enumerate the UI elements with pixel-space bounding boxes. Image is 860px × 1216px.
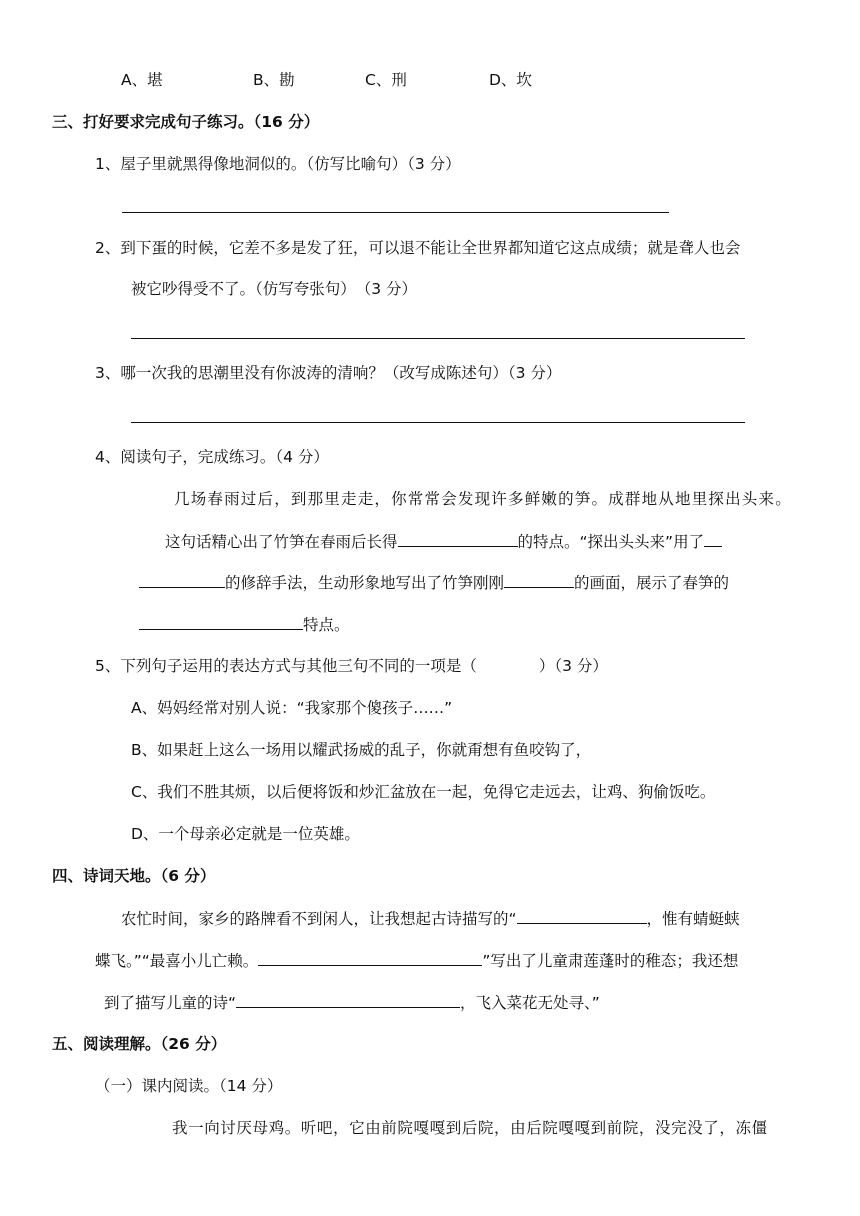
question-4-line2: [139, 572, 729, 593]
poem-line1-text-a: 农忙时间，家乡的路牌看不到闲人，让我想起古诗描写的“: [121, 910, 517, 928]
section5-sub1: （一）课内阅读。（14 分）: [95, 1077, 283, 1095]
blank-q4-1[interactable]: [398, 531, 518, 547]
poem-line3: [104, 992, 600, 1013]
poem-line1: [121, 908, 740, 929]
question-5: 5、下列句子运用的表达方式与其他三句不同的一项是（ ）（3 分）: [95, 657, 608, 675]
question-4-line3: [139, 614, 350, 635]
blank-poem-3[interactable]: [236, 992, 460, 1008]
choice-b: B、勘: [253, 71, 295, 89]
option-c[interactable]: C、我们不胜其烦，以后便将饭和炒汇盆放在一起，免得它走远去，让鸡、狗偷饭吃。: [131, 783, 716, 801]
poem-line1-text-b: ，惟有蜻蜓蛱: [646, 910, 740, 928]
question-2-line2: 被它吵得受不了。（仿写夸张句） （3 分）: [131, 280, 418, 298]
blank-poem-2[interactable]: [258, 950, 482, 966]
blank-poem-1[interactable]: [517, 908, 647, 924]
choice-d: D、坎: [489, 71, 532, 89]
question-3: 3、哪一次我的思潮里没有你波涛的清响？（改写成陈述句）（3 分）: [95, 364, 562, 382]
question-4-passage: 几场春雨过后，到那里走走，你常常会发现许多鲜嫩的笋。成群地从地里探出头来。: [174, 490, 792, 508]
option-b[interactable]: B、如果赶上这么一场用以耀武扬威的乱子，你就甭想有鱼咬钩了，: [131, 741, 592, 759]
blank-q4-4[interactable]: [139, 614, 303, 630]
section4-heading: 四、诗词天地。（6 分）: [52, 867, 216, 885]
reading-passage: 我一向讨厌母鸡。听吧，它由前院嘎嘎到后院，由后院嘎嘎到前院，没完没了，冻僵: [172, 1119, 768, 1137]
poem-line3-text-b: ，飞入菜花无处寻、”: [460, 994, 600, 1012]
blank-q4-2b[interactable]: [139, 572, 225, 588]
poem-line2-text-a: 蝶飞。”“最喜小儿亡赖。: [95, 952, 259, 970]
option-a[interactable]: A、妈妈经常对别人说：“我家那个傻孩子……”: [131, 699, 453, 717]
q4-line1-text-b: 的特点。“探出头头来”用了: [517, 533, 705, 551]
choice-c: C、刑: [365, 71, 407, 89]
poem-line2-text-b: ”写出了儿童肃莲蓬时的稚态；我还想: [482, 952, 739, 970]
blank-q4-2a[interactable]: [704, 531, 722, 547]
choice-a: A、堪: [121, 71, 163, 89]
poem-line2: [95, 950, 738, 971]
question-4: 4、阅读句子，完成练习。（4 分）: [95, 448, 329, 466]
answer-line-q3[interactable]: [131, 422, 745, 423]
section5-heading: 五、阅读理解。（26 分）: [52, 1035, 227, 1053]
option-d[interactable]: D、一个母亲必定就是一位英雄。: [131, 825, 360, 843]
poem-line3-text-a: 到了描写儿童的诗“: [104, 994, 237, 1012]
question-4-line1: [165, 531, 722, 552]
q4-line2-text-b: 的画面，展示了春笋的: [574, 574, 730, 592]
blank-q4-3[interactable]: [504, 572, 574, 588]
q4-line2-text-a: 的修辞手法，生动形象地写出了竹笋刚刚: [225, 574, 505, 592]
q4-line3-text: 特点。: [303, 616, 350, 634]
section3-heading: 三、打好要求完成句子练习。（16 分）: [52, 113, 320, 131]
question-1: 1、屋子里就黑得像地洞似的。（仿写比喻句）（3 分）: [95, 155, 461, 173]
q4-line1-text-a: 这句话精心出了竹笋在春雨后长得: [165, 533, 398, 551]
question-2-line1: 2、到下蛋的时候，它差不多是发了狂，可以退不能让全世界都知道它这点成绩；就是聋人也会: [95, 239, 741, 257]
answer-line-q1[interactable]: [122, 212, 669, 213]
answer-line-q2[interactable]: [131, 338, 745, 339]
